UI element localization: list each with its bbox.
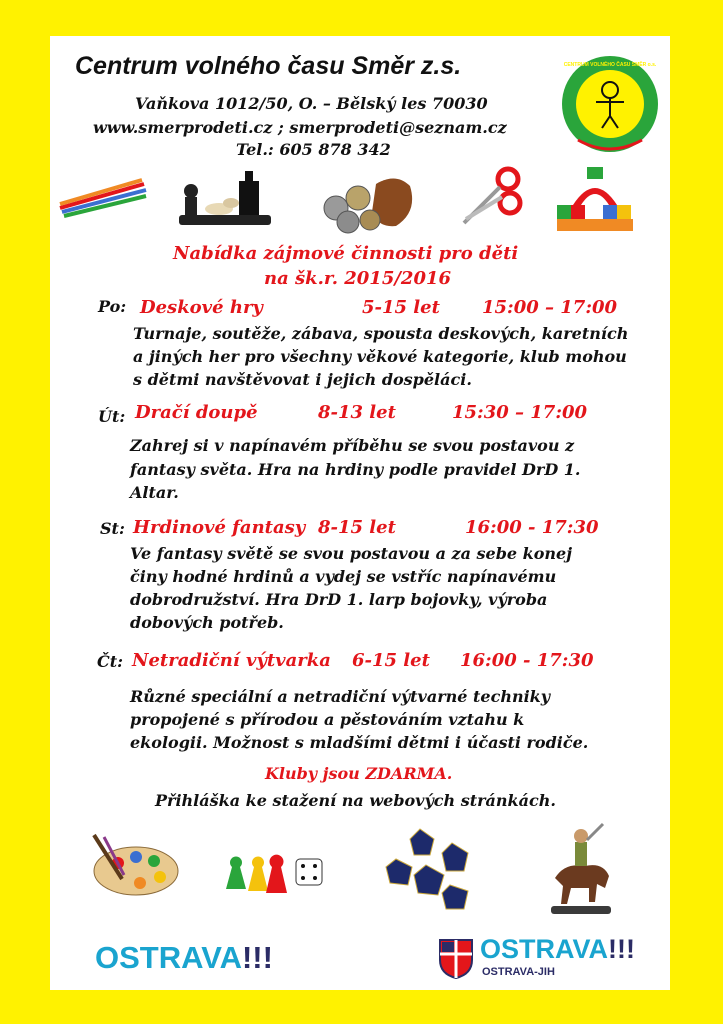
address: Vaňkova 1012/50, O. – Bělský les 70030 <box>135 94 488 113</box>
scissors-icon <box>460 165 524 233</box>
activity-name: Deskové hry <box>140 297 263 318</box>
coat-of-arms-icon <box>438 938 474 978</box>
activity-time: 15:00 – 17:00 <box>482 297 618 318</box>
day-label: Út: <box>98 407 126 426</box>
activity-description: Různé speciální a netradiční výtvarné techniky propojené s přírodou a pěstováním vztahu k ekologii. Možnost s mladšími dětmi i účasti rodiče. <box>130 687 589 752</box>
activity-name: Hrdinové fantasy <box>133 517 306 538</box>
activity-age: 6-15 let <box>352 650 430 671</box>
activity-name: Netradiční výtvarka <box>132 650 331 671</box>
activity-time: 16:00 - 17:30 <box>460 650 594 671</box>
activity-age: 8-15 let <box>318 517 396 538</box>
org-logo <box>560 54 660 154</box>
free-clubs-note: Kluby jsou ZDARMA. <box>265 764 453 783</box>
day-label: St: <box>100 519 125 538</box>
pencils-icon <box>58 178 148 222</box>
rpg-dice-icon <box>380 825 480 919</box>
chess-icon <box>175 165 275 231</box>
web-email: www.smerprodeti.cz ; smerprodeti@seznam.cz <box>93 118 507 137</box>
activity-age: 8-13 let <box>318 402 396 423</box>
blocks-icon <box>555 165 635 239</box>
activity-name: Dračí doupě <box>135 402 258 423</box>
ostrava-jih-subtitle: OSTRAVA-JIH <box>482 966 555 978</box>
activity-description: Turnaje, soutěže, zábava, spousta deskových, karetních a jiných her pro všechny věkové kategorie, klub mohou s dětmi navštěvovat i jejich dospěláci. <box>133 324 629 389</box>
logo-text: CENTRUM VOLNÉHO ČASU SMĚR o.s. <box>563 62 657 68</box>
org-title: Centrum volného času Směr z.s. <box>75 52 462 80</box>
day-label: Po: <box>98 297 127 316</box>
activity-time: 15:30 – 17:00 <box>452 402 588 423</box>
activity-time: 16:00 - 17:30 <box>465 517 599 538</box>
phone: Tel.: 605 878 342 <box>236 140 391 159</box>
signup-note: Přihláška ke stažení na webových stránkách. <box>155 791 556 810</box>
horseman-figure-icon <box>545 822 617 922</box>
ostrava-logo: OSTRAVA!!! <box>95 940 273 975</box>
activity-age: 5-15 let <box>362 297 440 318</box>
game-pieces-dice-icon <box>218 845 328 899</box>
day-label: Čt: <box>97 652 124 671</box>
palette-icon <box>88 835 180 901</box>
offer-heading-line2: na šk.r. 2015/2016 <box>264 268 452 289</box>
coins-pouch-icon <box>318 168 418 240</box>
activity-description: Ve fantasy světě se svou postavou a za sebe konej činy hodné hrdinů a vydej se vstříc napínavému dobrodružství. Hra DrD 1. larp bojovky, výroba dobových potřeb. <box>130 544 573 632</box>
offer-heading-line1: Nabídka zájmové činnosti pro děti <box>173 243 519 264</box>
activity-description: Zahrej si v napínavém příběhu se svou postavou z fantasy světa. Hra na hrdiny podle pravidel DrD 1. Altar. <box>130 436 581 502</box>
